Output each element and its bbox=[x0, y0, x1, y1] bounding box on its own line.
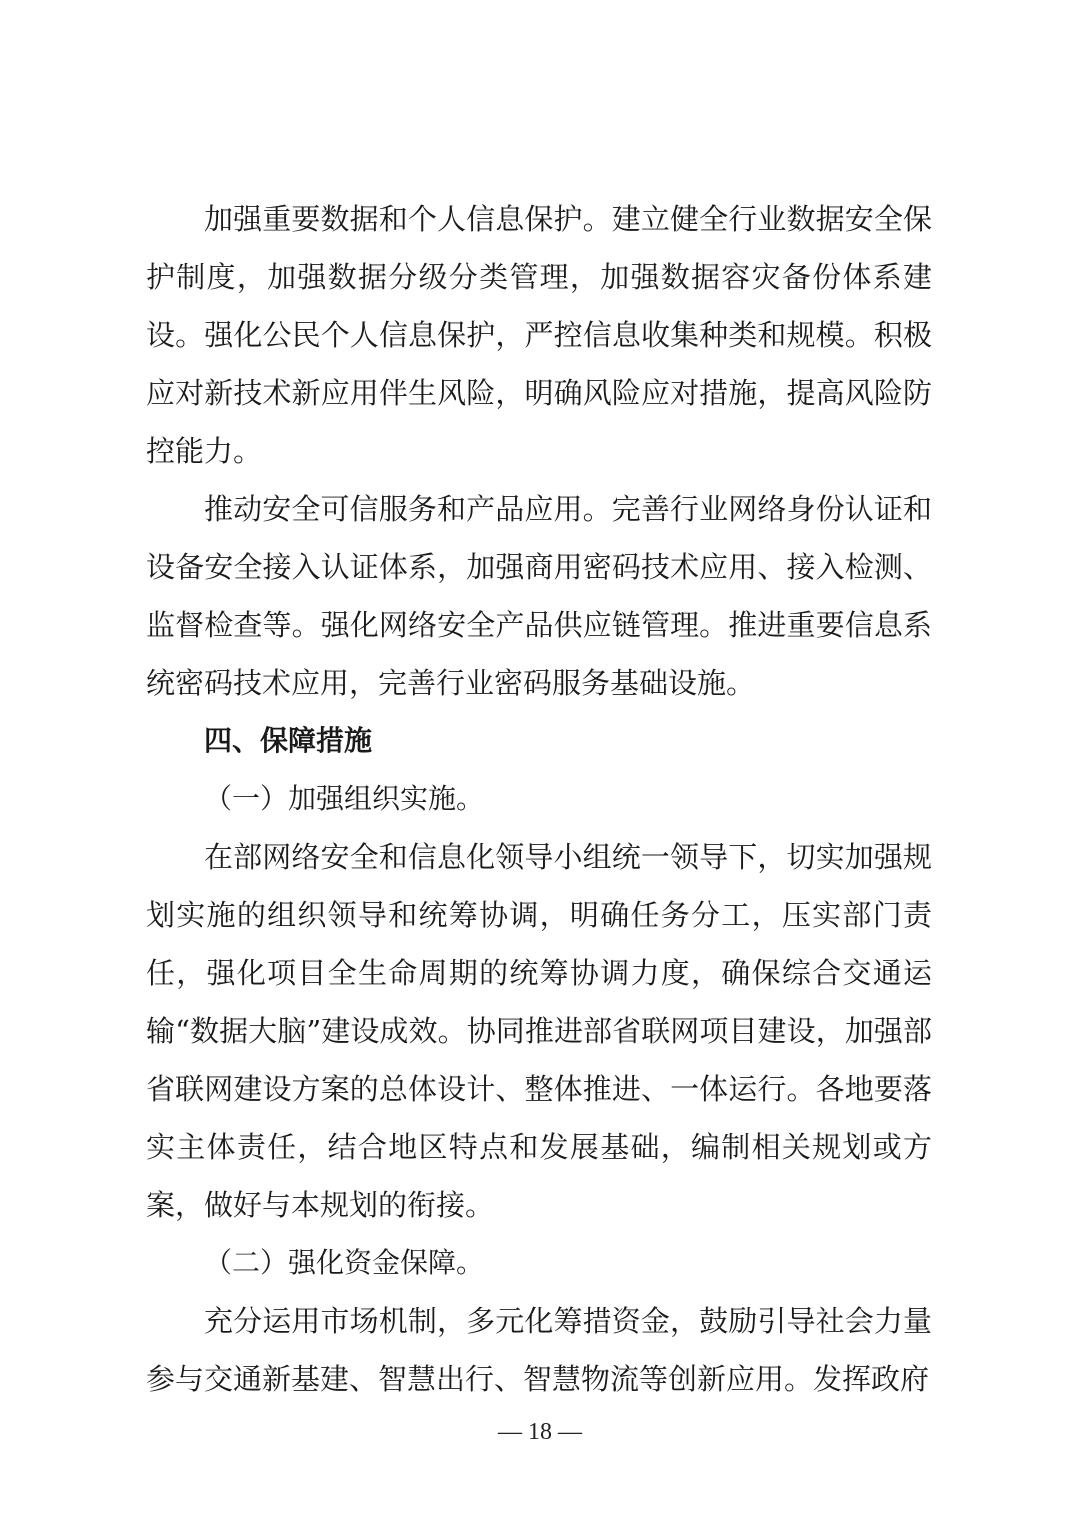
page-body bbox=[146, 190, 932, 1408]
subheading-funding: （二）强化资金保障。 bbox=[204, 1246, 485, 1279]
paragraph-organization: 在部网络安全和信息化领导小组统一领导下，切实加强规划实施的组织领导和统筹协调，明确任务分工，压实部门责任，强化项目全生命周期的统筹协调力度，确保综合交通运输“数据大脑”建设成效。协同推进部省联网项目建设，加强部省联网建设方案的总体设计、整体推进、一体运行。各地要落实主体责任，结合地区特点和发展基础，编制相关规划或方案，做好与本规划的衔接。 bbox=[146, 840, 932, 1222]
paragraph-funding: 充分运用市场机制，多元化筹措资金，鼓励引导社会力量参与交通新基建、智慧出行、智慧物流等创新应用。发挥政府 bbox=[146, 1304, 932, 1396]
section-heading-safeguards: 四、保障措施 bbox=[204, 724, 373, 757]
subheading-organization: （一）加强组织实施。 bbox=[204, 782, 485, 815]
page-number: — 18 — bbox=[498, 1419, 582, 1445]
paragraph-trusted-services: 推动安全可信服务和产品应用。完善行业网络身份认证和设备安全接入认证体系，加强商用密码技术应用、接入检测、监督检查等。强化网络安全产品供应链管理。推进重要信息系统密码技术应用，完善行业密码服务基础设施。 bbox=[146, 492, 932, 700]
paragraph-data-protection: 加强重要数据和个人信息保护。建立健全行业数据安全保护制度，加强数据分级分类管理，加强数据容灾备份体系建设。强化公民个人信息保护，严控信息收集种类和规模。积极应对新技术新应用伴生风险，明确风险应对措施，提高风险防控能力。 bbox=[146, 202, 932, 468]
